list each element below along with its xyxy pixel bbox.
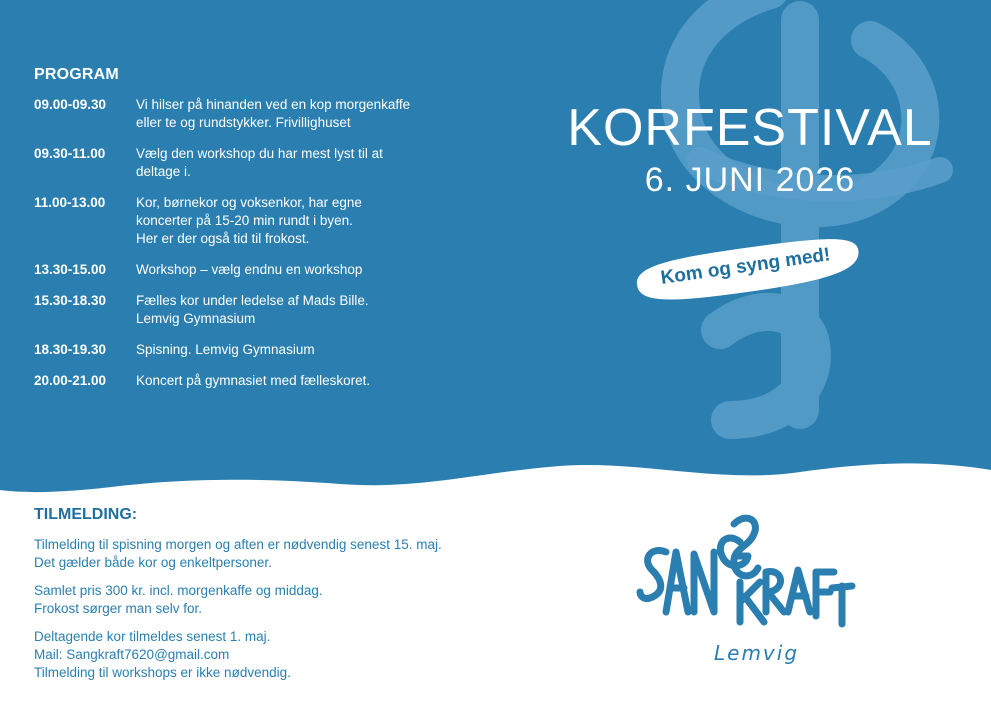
description-line: Workshop – vælg endnu en workshop (136, 262, 363, 277)
program-row (34, 96, 454, 132)
signup-paragraph (34, 628, 504, 682)
program-time: 15.30-18.30 (34, 293, 107, 308)
program-description (136, 145, 426, 181)
festival-date: 6. JUNI 2026 (644, 161, 856, 199)
description-line: Fælles kor under ledelse af Mads Bille. (136, 293, 369, 308)
program-row (34, 372, 454, 390)
description-line: Koncert på gymnasiet med fælleskoret. (136, 373, 371, 388)
slogan-text: Kom og syng med! (659, 244, 832, 289)
description-line: Kor, børnekor og voksenkor, har egne (136, 195, 362, 210)
paragraph-line: Frokost sørger man selv for. (34, 601, 203, 616)
program-row (34, 194, 454, 248)
festival-headline (560, 98, 940, 200)
paragraph-line: Deltagende kor tilmeldes senest 1. maj. (34, 629, 271, 644)
program-time: 11.00-13.00 (34, 195, 106, 210)
program-description (136, 194, 426, 248)
description-line: koncerter på 15-20 min rundt i byen. (136, 213, 353, 228)
program-row (34, 145, 454, 181)
program-row (34, 341, 454, 359)
paragraph-line: Det gælder både kor og enkeltpersoner. (34, 555, 272, 570)
signup-paragraph (34, 536, 504, 572)
program-title: PROGRAM (34, 66, 119, 83)
program-time: 18.30-19.30 (34, 342, 107, 357)
program-row (34, 261, 454, 279)
paragraph-line: Samlet pris 300 kr. incl. morgenkaffe og middag. (34, 583, 323, 598)
sangkraft-logo (636, 512, 856, 682)
program-description (136, 292, 426, 328)
festival-title: KORFESTIVAL (567, 99, 933, 157)
description-line: Her er der også tid til frokost. (136, 231, 310, 246)
program-row (34, 292, 454, 328)
program-description (136, 96, 426, 132)
email-line: Mail: Sangkraft7620@gmail.com (34, 647, 230, 662)
signup-paragraph (34, 582, 504, 618)
signup-title: TILMELDING: (34, 506, 138, 523)
description-line: Vælg den workshop du har mest lyst til at (136, 146, 383, 161)
paragraph-line: Tilmelding til workshops er ikke nødvendig. (34, 665, 291, 680)
description-line: Lemvig Gymnasium (136, 311, 256, 326)
logo-subtitle: Lemvig (714, 641, 800, 665)
program-description (136, 372, 426, 390)
program-description (136, 341, 426, 359)
description-line: Spisning. Lemvig Gymnasium (136, 342, 315, 357)
program-time: 13.30-15.00 (34, 262, 107, 277)
program-time: 09.00-09.30 (34, 97, 107, 112)
description-line: deltage i. (136, 164, 191, 179)
program-section (34, 66, 454, 403)
signup-section (34, 506, 504, 692)
description-line: eller te og rundstykker. Frivillighuset (136, 115, 351, 130)
program-time: 09.30-11.00 (34, 146, 106, 161)
description-line: Vi hilser på hinanden ved en kop morgenkaffe (136, 97, 411, 112)
paragraph-line: Tilmelding til spisning morgen og aften er nødvendig senest 15. maj. (34, 537, 442, 552)
program-time: 20.00-21.00 (34, 373, 107, 388)
program-description (136, 261, 426, 279)
